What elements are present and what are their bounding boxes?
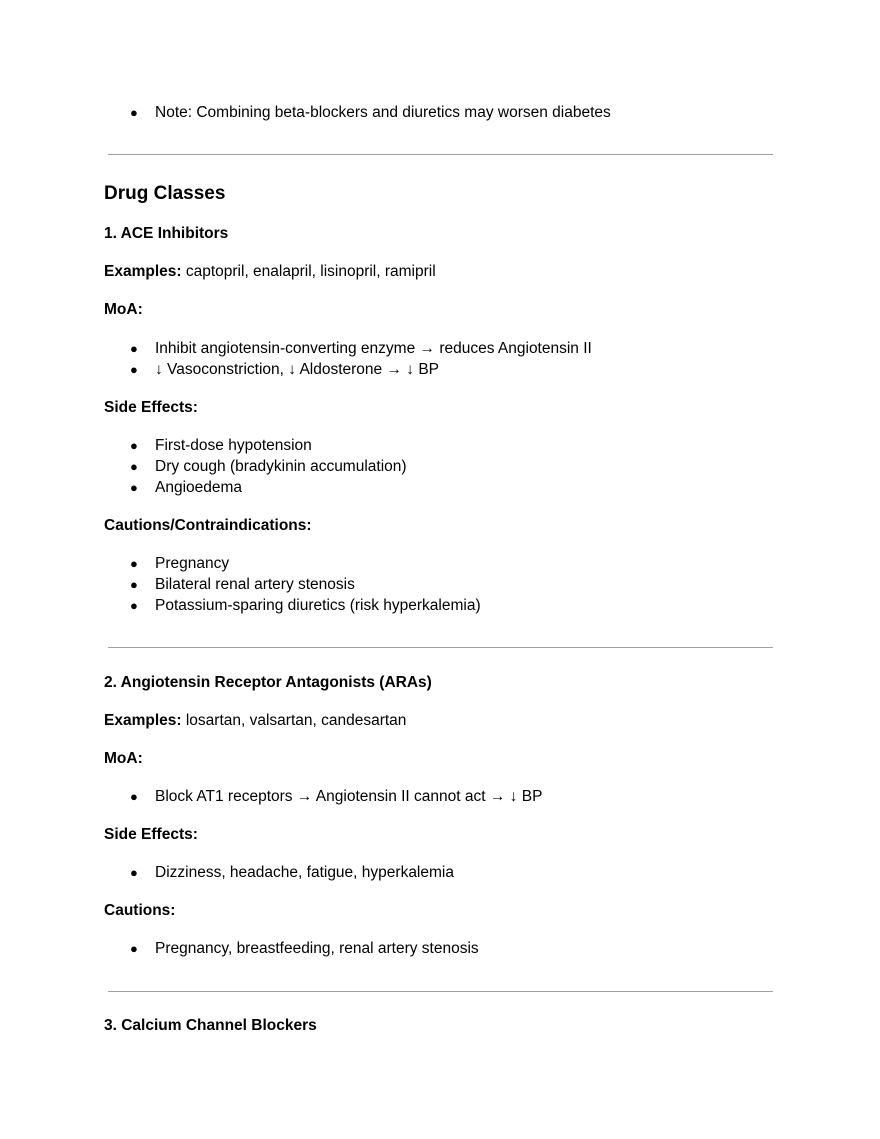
ace-examples-label: Examples:: [104, 263, 182, 280]
ace-moa-item: Inhibit angiotensin-converting enzyme → reduces Angiotensin II: [155, 340, 592, 357]
ace-examples: [104, 262, 436, 282]
ace-caution-item: Pregnancy: [155, 555, 230, 572]
ace-caution-item: Potassium-sparing diuretics (risk hyperkalemia): [155, 597, 481, 614]
ara-examples: [104, 711, 406, 731]
ace-side-effect-item: Angioedema: [155, 479, 243, 496]
ccb-heading: 3. Calcium Channel Blockers: [104, 1017, 317, 1034]
ace-moa-item: ↓ Vasoconstriction, ↓ Aldosterone → ↓ BP: [155, 361, 440, 378]
bullet-marker: ●: [130, 341, 138, 356]
ace-moa-label: MoA:: [104, 301, 143, 318]
ara-moa-label: MoA:: [104, 750, 143, 767]
ara-examples-value: losartan, valsartan, candesartan: [181, 712, 407, 729]
horizontal-rule: [108, 991, 773, 992]
ara-cautions-label: Cautions:: [104, 902, 176, 919]
ace-examples-value: captopril, enalapril, lisinopril, ramipril: [181, 263, 436, 280]
bullet-marker: ●: [130, 362, 138, 377]
ara-heading: 2. Angiotensin Receptor Antagonists (ARAs): [104, 674, 432, 691]
horizontal-rule: [108, 154, 773, 155]
section-title: Drug Classes: [104, 183, 226, 204]
bullet-marker: ●: [130, 789, 138, 804]
ace-side-effect-item: First-dose hypotension: [155, 437, 312, 454]
bullet-marker: ●: [130, 556, 138, 571]
ara-side-effect-item: Dizziness, headache, fatigue, hyperkalemia: [155, 864, 454, 881]
bullet-marker: ●: [130, 105, 138, 120]
ara-examples-label: Examples:: [104, 712, 182, 729]
ace-caution-item: Bilateral renal artery stenosis: [155, 576, 355, 593]
bullet-marker: ●: [130, 480, 138, 495]
ace-side-effects-label: Side Effects:: [104, 399, 198, 416]
bullet-marker: ●: [130, 438, 138, 453]
ara-caution-item: Pregnancy, breastfeeding, renal artery stenosis: [155, 940, 479, 957]
bullet-marker: ●: [130, 459, 138, 474]
bullet-marker: ●: [130, 598, 138, 613]
ace-side-effect-item: Dry cough (bradykinin accumulation): [155, 458, 407, 475]
note-text: Note: Combining beta-blockers and diuretics may worsen diabetes: [155, 104, 611, 121]
bullet-marker: ●: [130, 865, 138, 880]
ace-cautions-label: Cautions/Contraindications:: [104, 517, 312, 534]
bullet-marker: ●: [130, 941, 138, 956]
bullet-marker: ●: [130, 577, 138, 592]
ace-heading: 1. ACE Inhibitors: [104, 225, 229, 242]
horizontal-rule: [108, 647, 773, 648]
ara-moa-item: Block AT1 receptors → Angiotensin II cannot act → ↓ BP: [155, 788, 543, 805]
ara-side-effects-label: Side Effects:: [104, 826, 198, 843]
